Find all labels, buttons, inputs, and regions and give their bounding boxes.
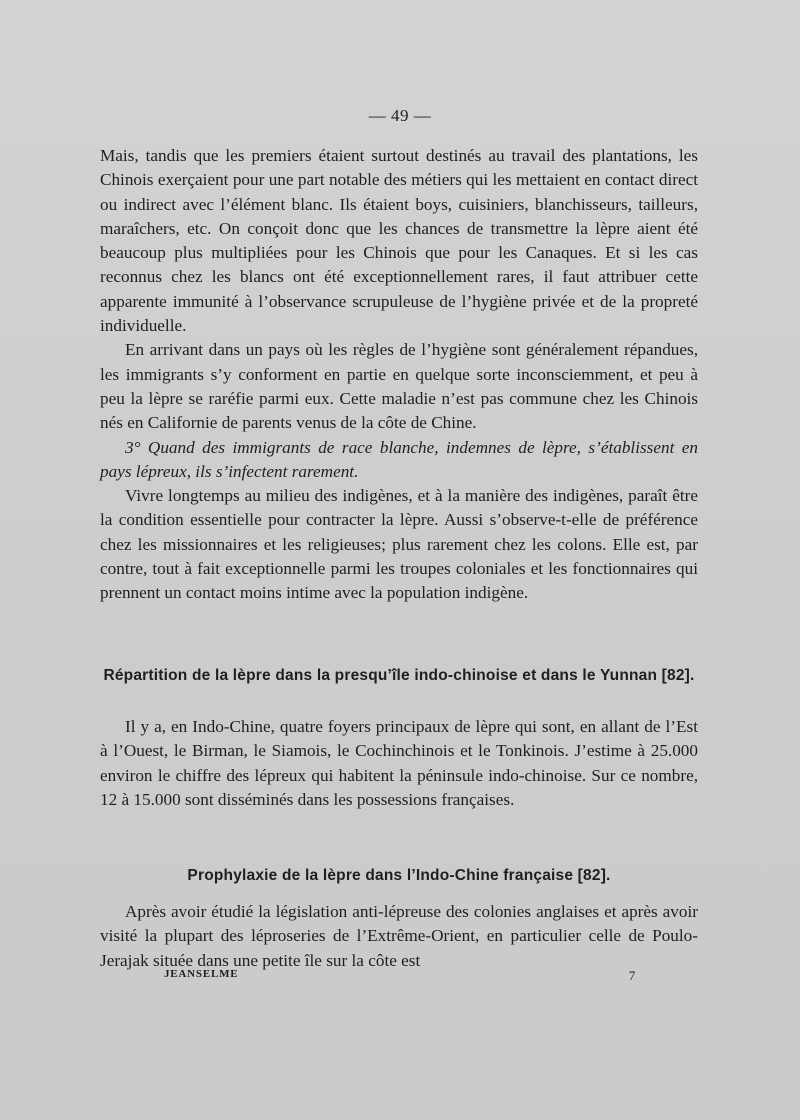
body-text-section-2 (100, 715, 698, 812)
paragraph-immigrants-hygiene: En arrivant dans un pays où les règles de l’hygiène sont généralement répandues, les immigrants s’y conforment en partie en quelque sorte inconsciemment, et peu à peu la lèpre se raréfie parmi eux. Cette maladie n’est pas commune chez les Chinois nés en Californie de parents venus de la côte de Chine. (100, 340, 698, 433)
body-text-section-1 (100, 144, 698, 606)
page-footer (100, 968, 698, 988)
page-number: — 49 — (368, 106, 432, 125)
body-text-section-3 (100, 900, 698, 973)
paragraph-plantations: Mais, tandis que les premiers étaient surtout destinés au travail des plantations, les Chinois exerçaient pour une part notable des métiers qui les mettaient en contact direct ou indirect avec l’élément blanc. Ils étaient boys, cuisiniers, blanchisseurs, tailleurs, maraîchers, etc. On conçoit donc que les chances de transmettre la lèpre aient été beaucoup plus multipliées pour les Chinois que pour les Canaques. Et si les cas reconnus chez les blancs ont été exceptionnellement rares, il faut attribuer cette apparente immunité à l’observance scrupuleuse de l’hygiène privée et de la propreté individuelle. (100, 146, 698, 336)
signature-mark: JEANSELME (164, 968, 239, 980)
paragraph-living-among-natives: Vivre longtemps au milieu des indigènes, et à la manière des indigènes, paraît être la condition essentielle pour contracter la lèpre. Aussi s’observe-t-elle de préférence chez les missionnaires et les religieuses; plus rarement chez les colons. Elle est, par contre, tout à fait exceptionnelle parmi les troupes coloniales et les fonctionnaires qui prennent un contact moins intime avec la population indigène. (100, 486, 698, 603)
section-heading-prophylaxie: Prophylaxie de la lèpre dans l’Indo-Chine française [82]. (187, 867, 611, 884)
section-heading-repartition: Répartition de la lèpre dans la presqu’île indo-chinoise et dans le Yunnan [82]. (103, 667, 695, 684)
paragraph-point-3: 3° Quand des immigrants de race blanche, indemnes de lèpre, s’établissent en pays lépreux, ils s’infectent rarement. (100, 437, 698, 481)
paragraph-foyers-indochine: Il y a, en Indo-Chine, quatre foyers principaux de lèpre qui sont, en allant de l’Est à l’Ouest, le Birman, le Siamois, le Cochinchinois et le Tonkinois. J’estime à 25.000 environ le chiffre des lépreux qui habitent la péninsule indo-chinoise. Sur ce nombre, 12 à 15.000 sont disséminés dans les possessions françaises. (100, 717, 698, 809)
sheet-number: 7 (628, 968, 636, 983)
paragraph-legislation: Après avoir étudié la législation anti-lépreuse des colonies anglaises et après avoir visité la plupart des léproseries de l’Extrême-Orient, en particulier celle de Poulo-Jerajak située dans une petite île sur la côte est (100, 902, 698, 970)
